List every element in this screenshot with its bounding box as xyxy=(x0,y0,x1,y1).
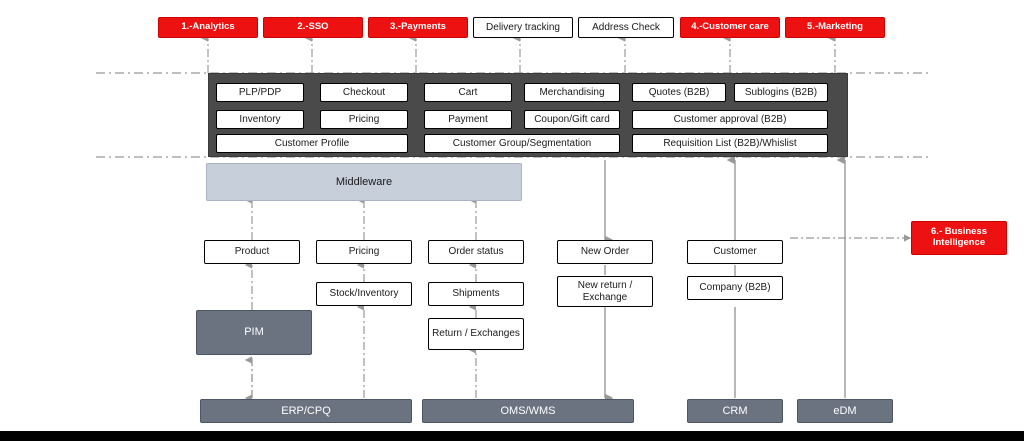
module-customer-profile[interactable]: Customer Profile xyxy=(216,134,408,153)
flow-node-company-b2b[interactable]: Company (B2B) xyxy=(687,276,783,300)
flow-node-new-order[interactable]: New Order xyxy=(557,240,653,264)
flow-node-shipments[interactable]: Shipments xyxy=(428,282,524,306)
flow-node-product[interactable]: Product xyxy=(204,240,300,264)
flow-node-return-exchanges[interactable]: Return / Exchanges xyxy=(428,318,524,350)
middleware-block[interactable]: Middleware xyxy=(206,163,522,201)
top-node-payments[interactable]: 3.-Payments xyxy=(368,17,468,38)
module-cart[interactable]: Cart xyxy=(424,83,512,102)
top-node-marketing[interactable]: 5.-Marketing xyxy=(785,17,885,38)
module-payment[interactable]: Payment xyxy=(424,110,512,129)
flow-node-pricing[interactable]: Pricing xyxy=(316,240,412,264)
backend-crm[interactable]: CRM xyxy=(687,399,783,423)
module-sublogins-b2b[interactable]: Sublogins (B2B) xyxy=(734,83,828,102)
backend-edm[interactable]: eDM xyxy=(797,399,893,423)
module-customer-approval-b2b[interactable]: Customer approval (B2B) xyxy=(632,110,828,129)
module-inventory[interactable]: Inventory xyxy=(216,110,304,129)
module-coupon-gift-card[interactable]: Coupon/Gift card xyxy=(524,110,620,129)
module-quotes-b2b[interactable]: Quotes (B2B) xyxy=(632,83,726,102)
flow-node-customer[interactable]: Customer xyxy=(687,240,783,264)
pim-block[interactable]: PIM xyxy=(196,310,312,355)
top-node-address-check[interactable]: Address Check xyxy=(578,17,674,38)
business-intelligence-block[interactable]: 6.- Business Intelligence xyxy=(911,221,1007,255)
top-node-delivery-tracking[interactable]: Delivery tracking xyxy=(473,17,573,38)
module-pricing[interactable]: Pricing xyxy=(320,110,408,129)
backend-erp-cpq[interactable]: ERP/CPQ xyxy=(200,399,412,423)
flow-node-order-status[interactable]: Order status xyxy=(428,240,524,264)
module-plp-pdp[interactable]: PLP/PDP xyxy=(216,83,304,102)
module-checkout[interactable]: Checkout xyxy=(320,83,408,102)
top-node-sso[interactable]: 2.-SSO xyxy=(263,17,363,38)
module-requisition-list-wishlist[interactable]: Requisition List (B2B)/Whislist xyxy=(632,134,828,153)
module-customer-group-segmentation[interactable]: Customer Group/Segmentation xyxy=(424,134,620,153)
flow-node-stock-inventory[interactable]: Stock/Inventory xyxy=(316,282,412,306)
bottom-strip xyxy=(0,431,1024,441)
flow-node-new-return-exchange[interactable]: New return / Exchange xyxy=(557,276,653,307)
top-node-customer-care[interactable]: 4.-Customer care xyxy=(680,17,780,38)
backend-oms-wms[interactable]: OMS/WMS xyxy=(422,399,634,423)
module-merchandising[interactable]: Merchandising xyxy=(524,83,620,102)
top-node-analytics[interactable]: 1.-Analytics xyxy=(158,17,258,38)
